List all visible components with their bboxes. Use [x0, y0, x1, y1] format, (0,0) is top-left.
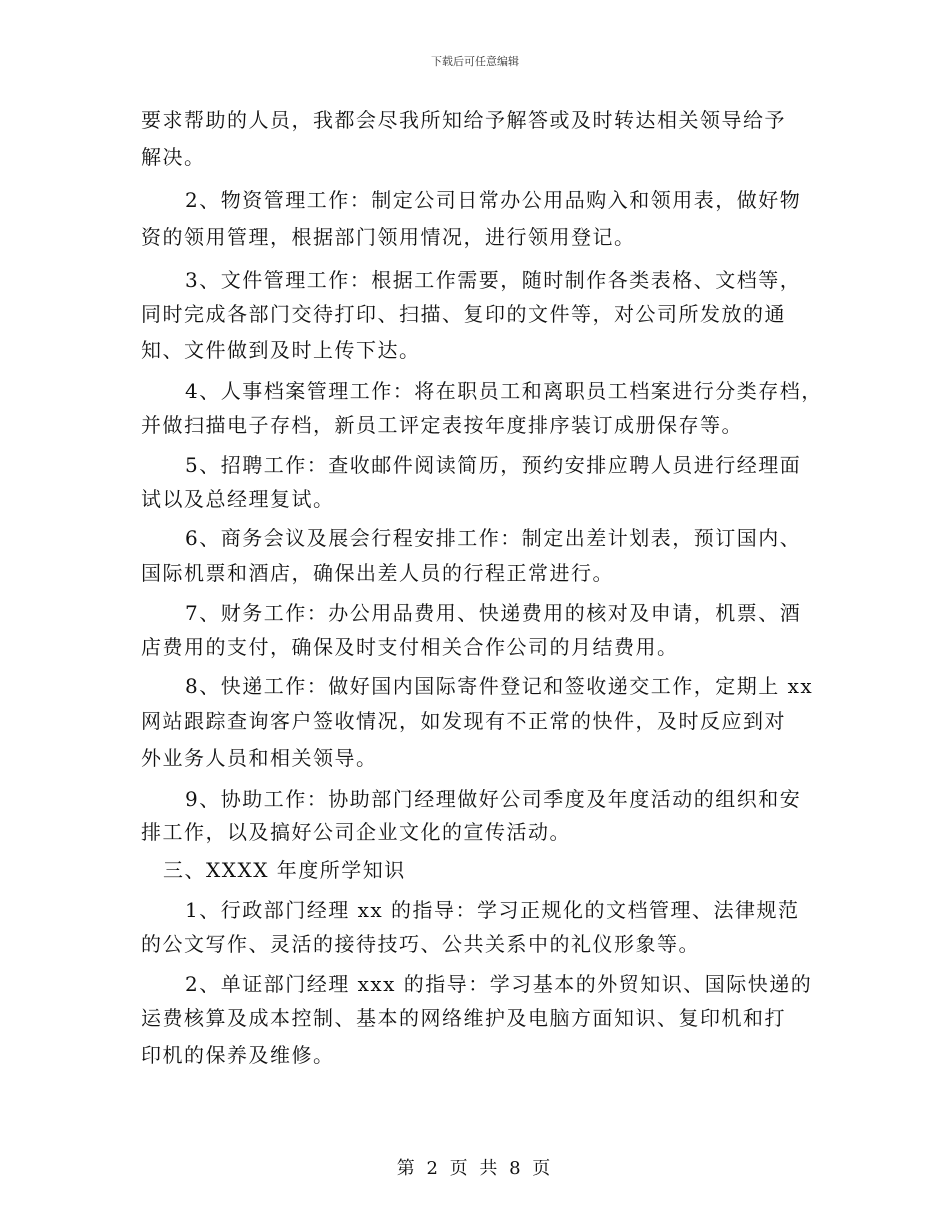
- text-line: 3、文件管理工作：根据工作需要，随时制作各类表格、文档等，: [185, 268, 802, 292]
- header-note: 下载后可任意编辑: [431, 55, 519, 68]
- text-line: 解决。: [141, 145, 206, 169]
- text-line: 外业务人员和相关领导。: [141, 746, 378, 770]
- text-line: 8、快递工作：做好国内国际寄件登记和签收递交工作，定期上 xx: [185, 674, 814, 698]
- text-line: 的公文写作、灵活的接待技巧、公共关系中的礼仪形象等。: [141, 932, 700, 956]
- text-line: 同时完成各部门交待打印、扫描、复印的文件等，对公司所发放的通: [141, 302, 786, 326]
- text-line: 运费核算及成本控制、基本的网络维护及电脑方面知识、复印机和打: [141, 1006, 786, 1030]
- text-line: 9、协助工作：协助部门经理做好公司季度及年度活动的组织和安: [185, 787, 802, 811]
- page-number: 第 2 页 共 8 页: [396, 1158, 554, 1179]
- text-line: 店费用的支付，确保及时支付相关合作公司的月结费用。: [141, 635, 679, 659]
- text-line: 1、行政部门经理 xx 的指导：学习正规化的文档管理、法律规范: [185, 898, 800, 922]
- text-line: 排工作，以及搞好公司企业文化的宣传活动。: [141, 820, 571, 844]
- text-line: 要求帮助的人员，我都会尽我所知给予解答或及时转达相关领导给予: [141, 108, 786, 132]
- text-line: 7、财务工作：办公用品费用、快递费用的核对及申请，机票、酒: [185, 601, 802, 625]
- text-line: 5、招聘工作：查收邮件阅读简历，预约安排应聘人员进行经理面: [185, 453, 802, 477]
- text-line: 印机的保养及维修。: [141, 1043, 335, 1067]
- text-line: 6、商务会议及展会行程安排工作：制定出差计划表，预订国内、: [185, 526, 802, 550]
- text-line: 试以及总经理复试。: [141, 487, 335, 511]
- text-line: 2、单证部门经理 xxx 的指导：学习基本的外贸知识、国际快递的: [185, 972, 813, 996]
- text-line: 2、物资管理工作：制定公司日常办公用品购入和领用表，做好物: [185, 188, 802, 212]
- text-line: 资的领用管理，根据部门领用情况，进行领用登记。: [141, 225, 636, 249]
- text-line: 4、人事档案管理工作：将在职员工和离职员工档案进行分类存档，: [185, 379, 823, 403]
- text-line: 知、文件做到及时上传下达。: [141, 338, 421, 362]
- text-line: 网站跟踪查询客户签收情况，如发现有不正常的快件，及时反应到对: [141, 709, 786, 733]
- section-heading: 三、XXXX 年度所学知识: [163, 858, 406, 882]
- text-line: 并做扫描电子存档，新员工评定表按年度排序装订成册保存等。: [141, 413, 743, 437]
- text-line: 国际机票和酒店，确保出差人员的行程正常进行。: [141, 561, 614, 585]
